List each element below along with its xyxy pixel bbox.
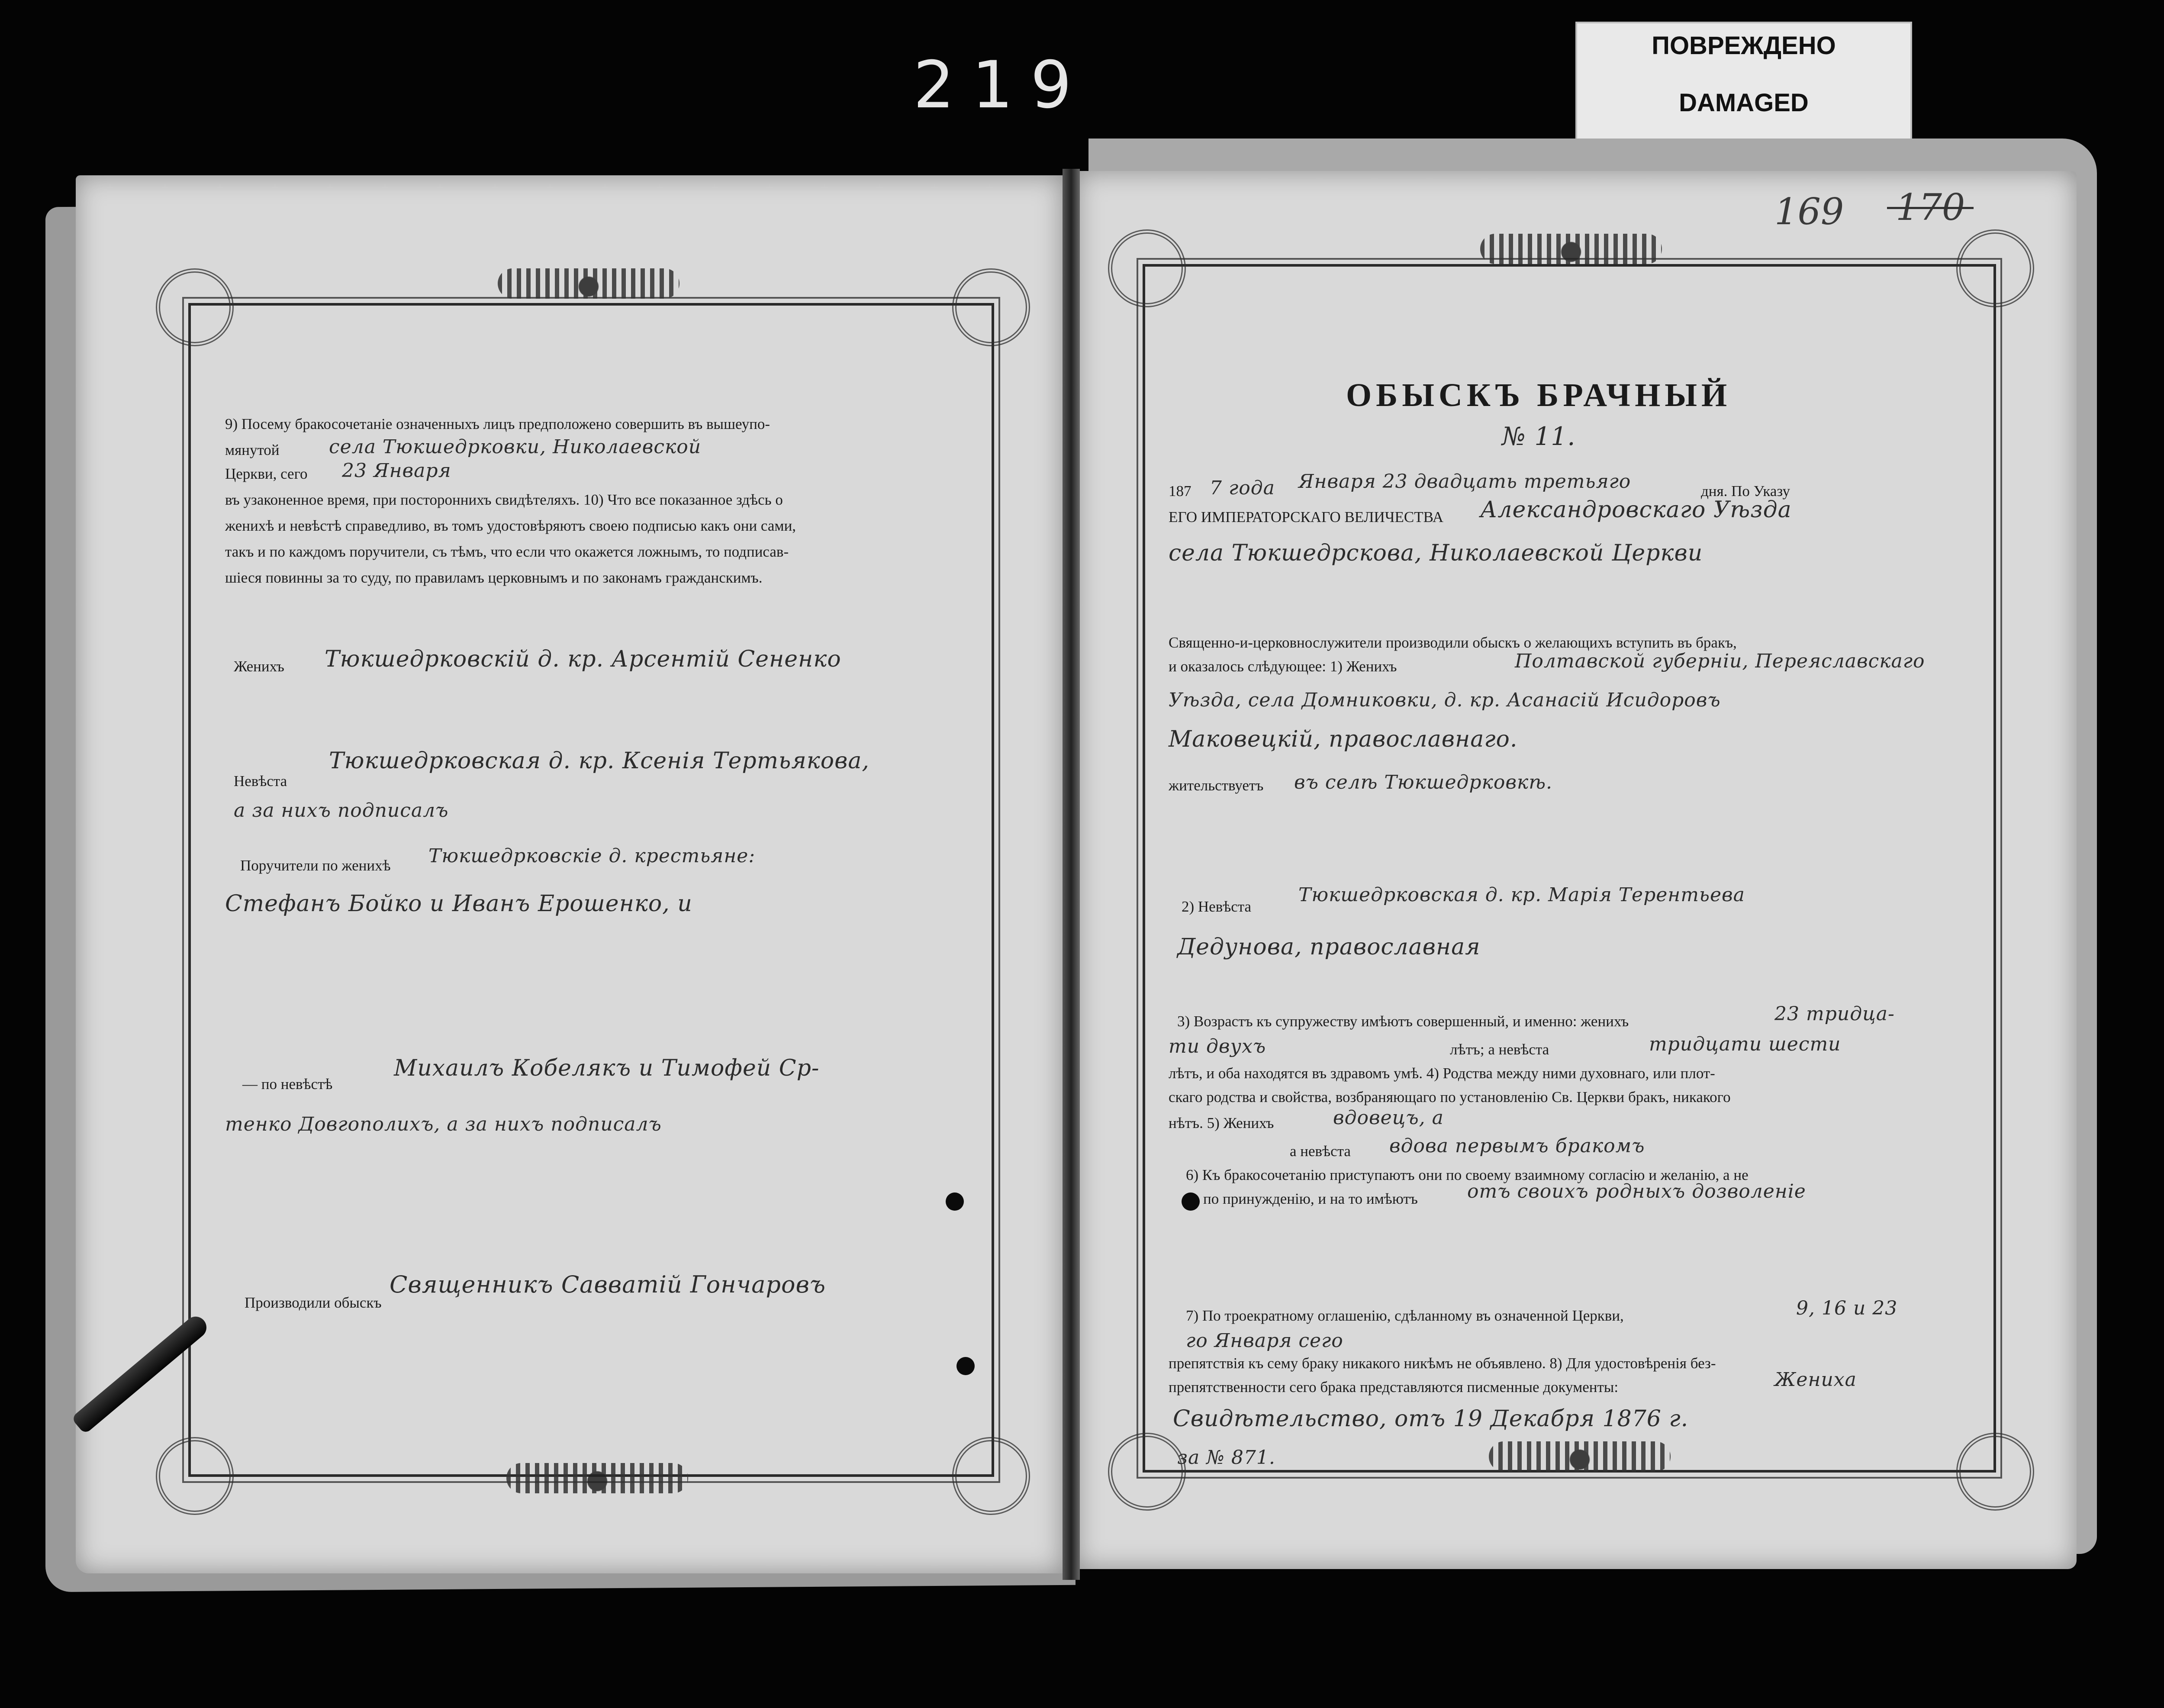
book-spine	[1063, 169, 1080, 1580]
binding-hole	[1182, 1192, 1200, 1211]
binding-hole	[956, 1357, 975, 1375]
bride-name-line-2: Дедунова, православная	[1177, 934, 1481, 960]
bride-signature-label: Невѣста	[234, 773, 287, 790]
imperial-line: ЕГО ИМПЕРАТОРСКАГО ВЕЛИЧЕСТВА	[1169, 509, 1443, 525]
groom-origin-line-1: Полтавской губерніи, Переяславскаго	[1515, 650, 1925, 672]
banns-line-3: препятственности сего брака представляются писменные документы:	[1169, 1379, 1619, 1395]
paragraph-9-line-1: 9) Посему бракосочетаніе означенныхъ лицъ предположено совершить въ вышеупо-	[225, 416, 770, 432]
stamp-line-russian: ПОВРЕЖДЕНО	[1652, 32, 1836, 60]
corner-ornament	[952, 268, 1030, 346]
groom-sureties-line-1: Тюкшедрковскіе д. крестьяне:	[428, 845, 756, 867]
bride-signature-line-2: а за нихъ подписалъ	[234, 799, 449, 822]
documents-handwritten-1: Жениха	[1774, 1369, 1857, 1391]
age-line-1: 3) Возрастъ къ супружеству имѣютъ совершенный, и именно: женихъ	[1177, 1013, 1629, 1030]
groom-sureties-line-2: Стефанъ Бойко и Иванъ Ерошенко, и	[225, 891, 692, 917]
banns-month-handwritten: го Января сего	[1186, 1330, 1343, 1352]
paragraph-9-line-7: шіеся повинны за то суду, по правиламъ церковнымъ и по законамъ гражданскимъ.	[225, 569, 763, 586]
groom-age-handwritten-2: ти двухъ	[1169, 1035, 1266, 1057]
age-line-4: скаго родства и свойства, возбраняющаго по установленію Св. Церкви бракъ, никакого	[1169, 1089, 1731, 1105]
bride-status-label: а невѣста	[1290, 1143, 1351, 1160]
damaged-stamp	[1575, 22, 1912, 151]
conducted-by-label: Производили обыскъ	[245, 1294, 382, 1311]
bride-sureties-line-1: Михаилъ Кобелякъ и Тимофей Ср-	[394, 1055, 820, 1081]
banns-line-1: 7) По троекратному оглашенію, сдѣланному въ означенной Церкви,	[1186, 1307, 1624, 1324]
groom-signature: Тюкшедрковскій д. кр. Арсентій Сененко	[325, 646, 841, 672]
paragraph-9-line-3-label: Церкви, сего	[225, 465, 308, 482]
paragraph-9-line-2-label: мянутой	[225, 442, 280, 458]
priest-signature: Священникъ Савватій Гончаровъ	[390, 1271, 826, 1298]
banns-dates-handwritten: 9, 16 и 23	[1796, 1297, 1898, 1319]
clergy-line-1: Священно-и-церковнослужители производили обыскъ о желающихъ вступить въ бракъ,	[1169, 634, 1737, 651]
right-top-ornament	[1480, 234, 1662, 264]
corner-ornament	[1956, 229, 2034, 307]
right-bottom-ornament	[1489, 1441, 1671, 1472]
corner-ornament	[156, 268, 234, 346]
paragraph-9-line-5: женихѣ и невѣстѣ справедливо, въ томъ удостовѣряютъ своею подписью какъ они сами,	[225, 517, 796, 534]
residence-label: жительствуетъ	[1169, 777, 1264, 794]
corner-ornament	[156, 1437, 234, 1515]
wedding-date-handwritten: 23 Января	[342, 460, 451, 482]
church-handwritten: села Тюкшедрскова, Николаевской Церкви	[1169, 540, 1703, 566]
groom-sureties-label: Поручители по женихѣ	[240, 857, 391, 874]
stamp-line-english: DAMAGED	[1679, 89, 1809, 117]
residence-handwritten: въ селѣ Тюкшедрковкѣ.	[1294, 771, 1553, 793]
groom-age-handwritten: 23 тридца-	[1774, 1003, 1895, 1025]
left-bottom-ornament	[506, 1463, 688, 1493]
record-number: № 11.	[1502, 422, 1576, 451]
date-handwritten: Января 23 двадцать третьяго	[1298, 471, 1631, 493]
paragraph-9-line-4: въ узаконенное время, при постороннихъ свидѣтеляхъ. 10) Что все показанное здѣсь о	[225, 491, 783, 508]
bride-name-line-1: Тюкшедрковская д. кр. Марія Терентьева	[1298, 884, 1745, 906]
bride-age-handwritten: тридцати шести	[1649, 1033, 1841, 1055]
bride-status-handwritten: вдова первымъ бракомъ	[1389, 1135, 1645, 1157]
consent-line-1: 6) Къ бракосочетанію приступаютъ они по своему взаимному согласію и желанію, а не	[1186, 1167, 1749, 1183]
church-name-handwritten: села Тюкшедрковки, Николаевской	[329, 436, 702, 458]
document-title: ОБЫСКЪ БРАЧНЫЙ	[1346, 377, 1732, 413]
bride-signature-line-1: Тюкшедрковская д. кр. Ксенія Тертьякова,	[329, 748, 869, 774]
consent-handwritten: отъ своихъ родныхъ дозволеніе	[1467, 1180, 1806, 1202]
age-line-5: нѣтъ. 5) Женихъ	[1169, 1115, 1274, 1131]
archive-sheet-number: 219	[913, 48, 1089, 123]
groom-status-handwritten: вдовецъ, а	[1333, 1107, 1444, 1129]
documents-handwritten-2: Свидѣтельство, отъ 19 Декабря 1876 г.	[1173, 1406, 1689, 1432]
corner-ornament	[952, 1437, 1030, 1515]
bride-label: 2) Невѣста	[1182, 898, 1252, 915]
groom-origin-line-3: Маковецкій, православнаго.	[1169, 726, 1518, 752]
clergy-line-2: и оказалось слѣдующее: 1) Женихъ	[1169, 658, 1397, 675]
consent-line-2: по принужденію, и на то имѣютъ	[1203, 1190, 1418, 1207]
age-line-2: лѣтъ; а невѣста	[1450, 1041, 1549, 1058]
corner-ornament	[1108, 229, 1186, 307]
corner-ornament	[1108, 1433, 1186, 1511]
age-line-3: лѣтъ, и оба находятся въ здравомъ умѣ. 4) Родства между ними духовнаго, или плот-	[1169, 1065, 1715, 1082]
bride-sureties-label: — по невѣстѣ	[242, 1076, 333, 1092]
bride-sureties-line-2: тенко Довгополихъ, а за нихъ подписалъ	[225, 1113, 662, 1135]
left-top-ornament	[498, 268, 679, 299]
groom-signature-label: Женихъ	[234, 658, 284, 675]
date-suffix: дня. По Указу	[1701, 483, 1790, 500]
paragraph-9-line-6: такъ и по каждомъ поручители, съ тѣмъ, что если что окажется ложнымъ, то подписав-	[225, 543, 789, 560]
documents-handwritten-3: за № 871.	[1177, 1447, 1275, 1469]
date-year-prefix: 187	[1169, 483, 1191, 500]
district-handwritten: Александровскаго Уѣзда	[1480, 497, 1792, 523]
crossed-page-number: 170	[1896, 186, 1965, 229]
corner-ornament	[1956, 1433, 2034, 1511]
binding-hole	[946, 1192, 964, 1211]
date-year-handwritten: 7 года	[1210, 477, 1275, 499]
page-number: 169	[1774, 190, 1844, 233]
groom-origin-line-2: Уѣзда, села Домниковки, д. кр. Асанасій Исидоровъ	[1169, 689, 1721, 711]
banns-line-2: препятствія къ сему браку никакого никѣмъ не объявлено. 8) Для удостовѣренія без-	[1169, 1355, 1716, 1372]
